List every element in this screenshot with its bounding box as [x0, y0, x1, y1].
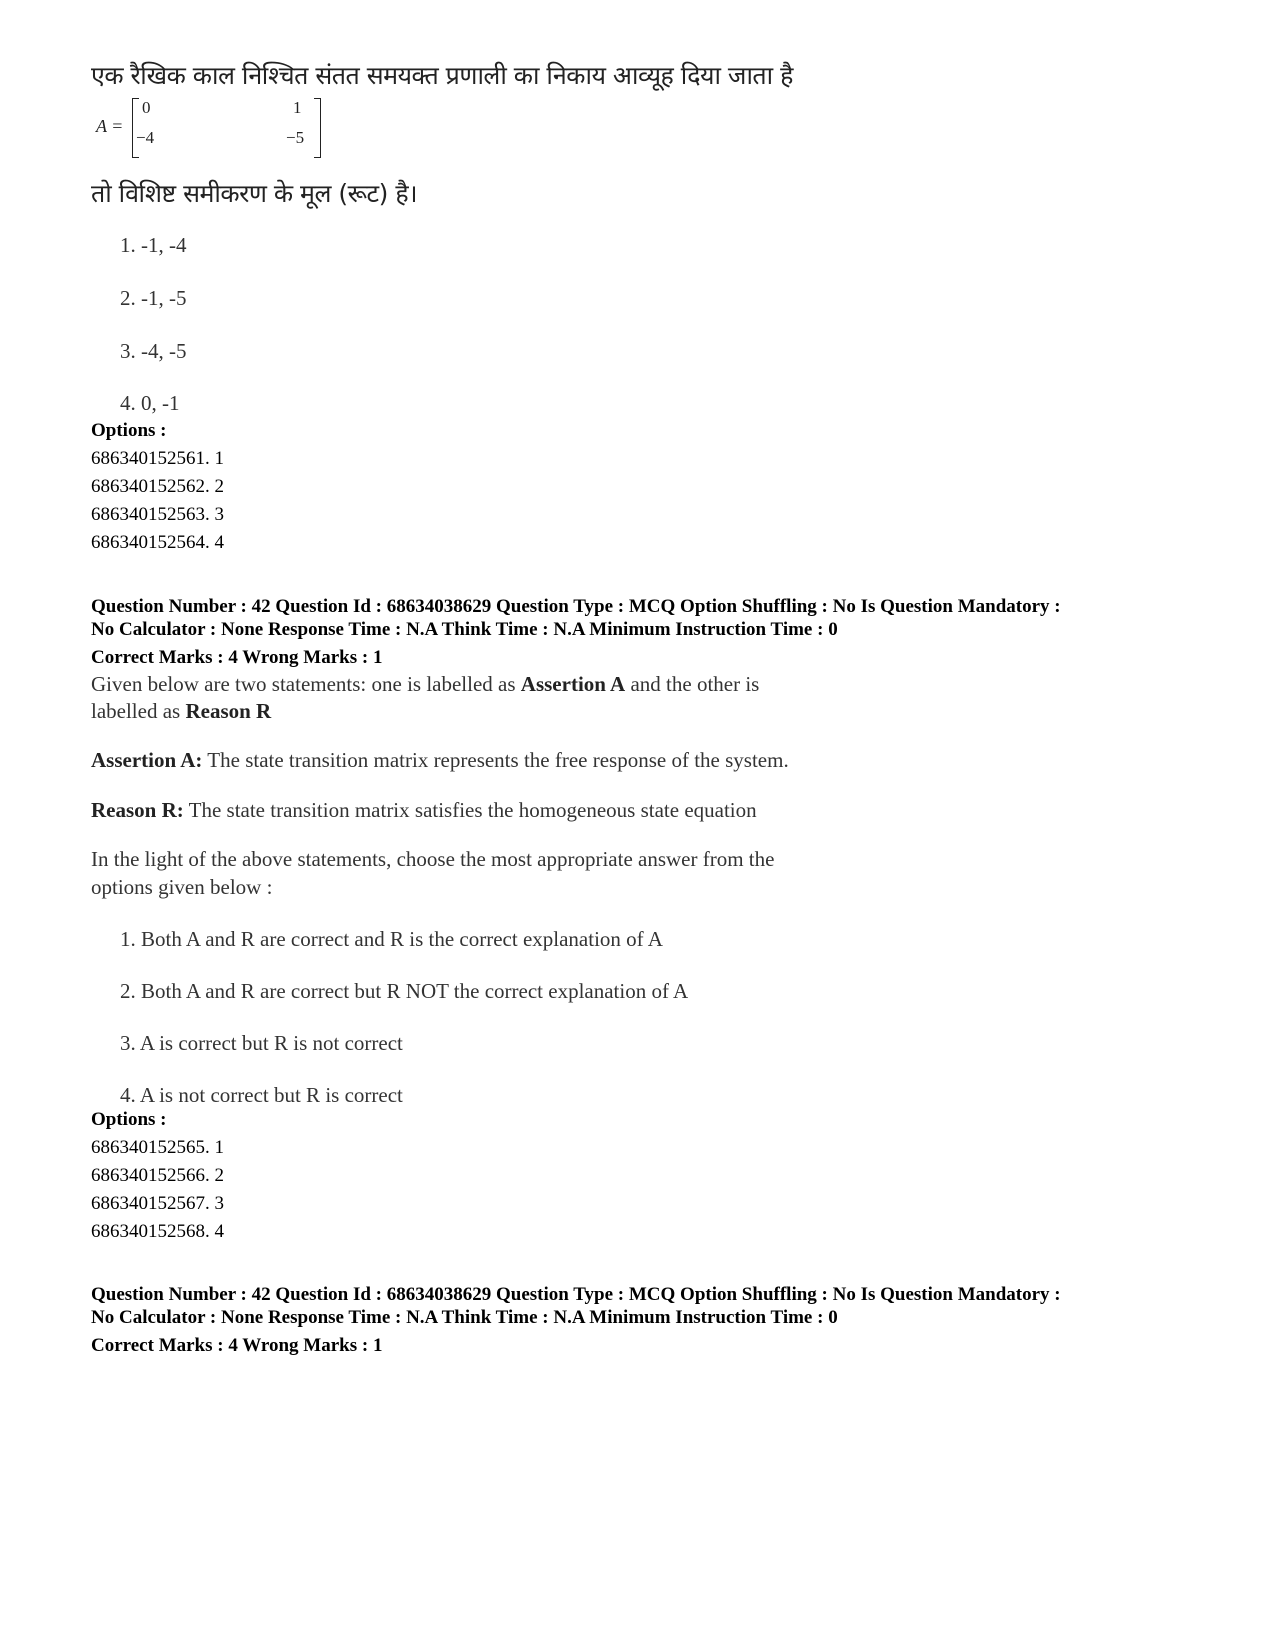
option-id: 686340152561. 1 — [91, 448, 224, 469]
instruction-line2: options given below : — [91, 875, 273, 899]
matrix-label: A = — [96, 116, 124, 136]
answer-choice: 1. Both A and R are correct and R is the correct explanation of A — [120, 927, 663, 951]
answer-choice: 2. -1, -5 — [120, 286, 187, 310]
question-text-hindi-line1: एक रैखिक काल निश्चित संतत समयक्त प्रणाली का निकाय आव्यूह दिया जाता है — [91, 61, 793, 90]
answer-choice: 3. -4, -5 — [120, 339, 187, 363]
intro-text: labelled as — [91, 699, 186, 723]
option-id: 686340152566. 2 — [91, 1165, 224, 1186]
option-id: 686340152562. 2 — [91, 476, 224, 497]
option-id: 686340152564. 4 — [91, 532, 224, 553]
marks-line: Correct Marks : 4 Wrong Marks : 1 — [91, 1335, 383, 1356]
marks-line: Correct Marks : 4 Wrong Marks : 1 — [91, 647, 383, 668]
intro-bold: Reason R — [185, 699, 272, 723]
instruction-line1: In the light of the above statements, choose the most appropriate answer from the — [91, 847, 775, 871]
matrix-cell: 1 — [293, 98, 302, 117]
intro-line1 — [91, 672, 759, 697]
question-text-hindi-line2: तो विशिष्ट समीकरण के मूल (रूट) है। — [91, 179, 418, 208]
question-header-line1: Question Number : 42 Question Id : 68634038629 Question Type : MCQ Option Shuffling : No Is Question Mandatory : — [91, 596, 1061, 617]
answer-choice: 4. 0, -1 — [120, 391, 180, 415]
assertion-line — [91, 748, 789, 773]
option-id: 686340152563. 3 — [91, 504, 224, 525]
question-header-line2: No Calculator : None Response Time : N.A Think Time : N.A Minimum Instruction Time : 0 — [91, 1307, 838, 1328]
answer-choice: 1. -1, -4 — [120, 233, 187, 257]
reason-text: The state transition matrix satisfies the homogeneous state equation — [183, 798, 757, 822]
answer-choice: 4. A is not correct but R is correct — [120, 1083, 403, 1107]
system-matrix — [96, 98, 336, 158]
answer-choice: 2. Both A and R are correct but R NOT the correct explanation of A — [120, 979, 689, 1003]
reason-label: Reason R: — [91, 798, 184, 822]
assertion-text: The state transition matrix represents the free response of the system. — [202, 748, 789, 772]
option-id: 686340152568. 4 — [91, 1221, 224, 1242]
question-header-line1: Question Number : 42 Question Id : 68634038629 Question Type : MCQ Option Shuffling : No Is Question Mandatory : — [91, 1284, 1061, 1305]
matrix-right-bracket — [314, 98, 321, 158]
intro-text: and the other is — [625, 672, 760, 696]
option-id: 686340152567. 3 — [91, 1193, 224, 1214]
reason-line — [91, 798, 757, 823]
intro-text: Given below are two statements: one is labelled as — [91, 672, 521, 696]
assertion-label: Assertion A: — [91, 748, 203, 772]
matrix-cell: −5 — [286, 128, 305, 147]
intro-bold: Assertion A — [520, 672, 626, 696]
option-id: 686340152565. 1 — [91, 1137, 224, 1158]
matrix-cell: 0 — [142, 98, 151, 117]
answer-choice: 3. A is correct but R is not correct — [120, 1031, 403, 1055]
options-label: Options : — [91, 1109, 167, 1130]
intro-line2 — [91, 699, 271, 724]
options-label: Options : — [91, 420, 167, 441]
matrix-cell: −4 — [136, 128, 155, 147]
question-header-line2: No Calculator : None Response Time : N.A Think Time : N.A Minimum Instruction Time : 0 — [91, 619, 838, 640]
